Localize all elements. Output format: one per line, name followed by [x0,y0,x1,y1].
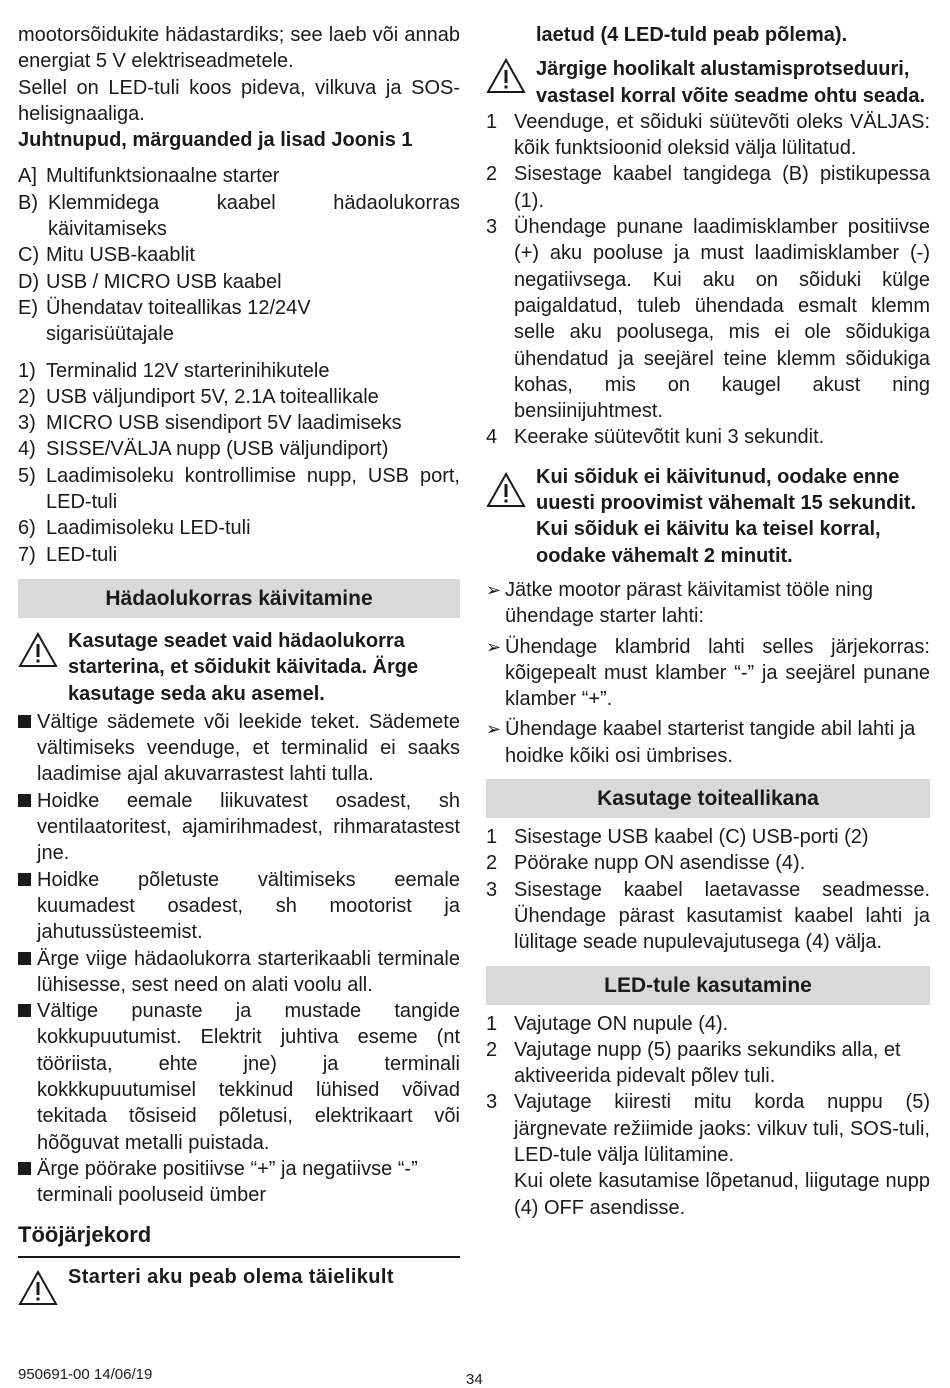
section-header-led: LED-tule kasutamine [486,966,930,1005]
warning-triangle-icon [486,472,526,508]
intro-text-1: mootorsõidukite hädastardiks; see laeb või annab energiat 5 V elektriseadmetele. [18,24,460,73]
number-list [18,358,460,568]
warning-triangle-icon [486,58,526,94]
left-column [18,22,460,1291]
list-item: 4 Keerake süütevõtit kuni 3 sekundit. [486,426,825,449]
led-steps [486,1011,930,1169]
section-header-power: Kasutage toiteallikana [486,779,930,818]
list-item: Hoidke põletuste vältimiseks eemale kuumadest osadest, sh mootorist ja jahutussüsteemist. [18,867,460,946]
list-item: 1 Veenduge, et sõiduki süütevõti oleks VÄLJAS: kõik funktsioonid oleksid välja lülitatud. [486,110,930,160]
after-start-list [486,577,930,769]
list-item: ➢ Ühendage klambrid lahti selles järjekorras: kõigepealt must klamber “-” ja seejärel punane klamber “+”. [486,635,930,711]
list-item: Vältige sädemete või leekide teket. Sädemete vältimiseks veenduge, et terminalid ei saaks laadimise ajal akuvarrastest lahti tulla. [18,709,460,788]
warning-triangle-icon [18,632,58,668]
warning-triangle-icon [18,1270,58,1306]
arrow-icon: ➢ [486,719,502,740]
list-item: ➢ Ühendage kaabel starterist tangide abil lahti ja hoidke kõiki osi ümbrises. [486,718,916,767]
divider [18,1256,460,1258]
list-item: 3 Sisestage kaabel laetavasse seadmesse. Ühendage pärast kasutamist kaabel lahti ja lülitage seade nupulevajutusega (4) välja. [486,878,930,954]
document-code: 950691-00 14/06/19 [18,1366,153,1383]
power-steps [486,824,930,955]
list-item: 5) Laadimisoleku kontrollimise nupp, USB port, LED-tuli [18,464,460,514]
list-item: B) Klemmidega kaabel hädaolukorras käivitamiseks [18,191,460,241]
procedure-heading: Tööjärjekord [18,1222,152,1248]
list-item: C) Mitu USB-kaablit [18,244,195,267]
safety-bullets [18,709,460,1209]
letter-list [18,163,460,347]
list-item: Vältige punaste ja mustade tangide kokkupuutumist. Elektrit juhtiva eseme (nt tööriista, ehte jne) ja terminali kokkkupuutumisel tekkinud lühised võivad tekitada tõsiseid põletusi, elektrikaart või hõõguvat metalli puistada. [18,998,460,1156]
procedure-warning-2: Järgige hoolikalt alustamisprotseduuri, vastasel korral võite seadme ohtu seada. [486,56,930,109]
right-column [486,22,930,1221]
list-item: 4) SISSE/VÄLJA nupp (USB väljundiport) [18,438,389,461]
list-item: D) USB / MICRO USB kaabel [18,270,282,293]
emergency-warning: Kasutage seadet vaid hädaolukorra starterina, et sõidukit käivitada. Ärge kasutage seda aku asemel. [18,628,460,707]
arrow-icon: ➢ [486,579,502,600]
list-item: 3 Ühendage punane laadimisklamber positiivse (+) aku pooluse ja must laadimisklamber (-) negatiivsega. Kui aku on sõiduki külge paigaldatud, tuleb ühendada esmalt klemm selle aku poolusega, mis ei ole sõidukiga ühendatud ja seejärel teine klemm sõidukiga kohas, mis on kaugel akust ning bensiinijuhtmest. [486,216,930,423]
section-header-emergency: Hädaolukorras käivitamine [18,579,460,618]
list-item: 6) Laadimisoleku LED-tuli [18,517,251,540]
list-item: 7) LED-tuli [18,543,118,566]
list-item: A] Multifunktsionaalne starter [18,165,280,188]
led-note: Kui olete kasutamise lõpetanud, liigutage nupp (4) OFF asendisse. [514,1170,930,1219]
intro-text-2: Sellel on LED-tuli koos pideva, vilkuva ja SOS-helisignaaliga. [18,76,460,125]
list-item: 2) USB väljundiport 5V, 2.1A toiteallikale [18,385,379,408]
list-item: 1 Vajutage ON nupule (4). [486,1012,729,1035]
list-item: Ärge pöörake positiivse “+” ja negatiivse “-” terminali pooluseid ümber [18,1156,460,1209]
procedure-warning: Starteri aku peab olema täielikult [18,1264,460,1290]
procedure-warning-continued: laetud (4 LED-tuld peab põlema). [536,24,848,46]
fail-warning: Kui sõiduk ei käivitunud, oodake enne uuesti proovimist vähemalt 15 sekundit. Kui sõiduk ei käivitu ka teisel korral, oodake vähemalt 2 minutit. [486,464,930,569]
arrow-icon: ➢ [486,636,502,657]
controls-heading: Juhtnupud, märguanded ja lisad Joonis 1 [18,129,413,152]
list-item: Hoidke eemale liikuvatest osadest, sh ventilaatoritest, ajamirihmadest, rihmaratastest jne. [18,788,460,867]
list-item: 1) Terminalid 12V starterinihikutele [18,359,330,382]
list-item: 2 Pöörake nupp ON asendisse (4). [486,852,806,875]
list-item: 3 Vajutage kiiresti mitu korda nuppu (5) järgnevate režiimide jaoks: vilkuv tuli, SOS-tuli, LED-tule välja lülitamine. [486,1091,930,1166]
page-number: 34 [466,1371,483,1388]
list-item: 1 Sisestage USB kaabel (C) USB-porti (2) [486,826,869,849]
procedure-steps [486,109,930,451]
list-item: Ärge viige hädaolukorra starterikaabli terminale lühisesse, sest need on alati voolu all. [18,946,460,999]
list-item: E) Ühendatav toiteallikas 12/24V sigarisüütajale [18,296,311,346]
list-item: ➢ Jätke mootor pärast käivitamist tööle ning ühendage starter lahti: [486,578,873,628]
list-item: 2 Sisestage kaabel tangidega (B) pistikupessa (1). [486,163,930,212]
list-item: 3) MICRO USB sisendiport 5V laadimiseks [18,412,402,435]
list-item: 2 Vajutage nupp (5) paariks sekundiks alla, et aktiveerida pidevalt põlev tuli. [486,1038,901,1088]
